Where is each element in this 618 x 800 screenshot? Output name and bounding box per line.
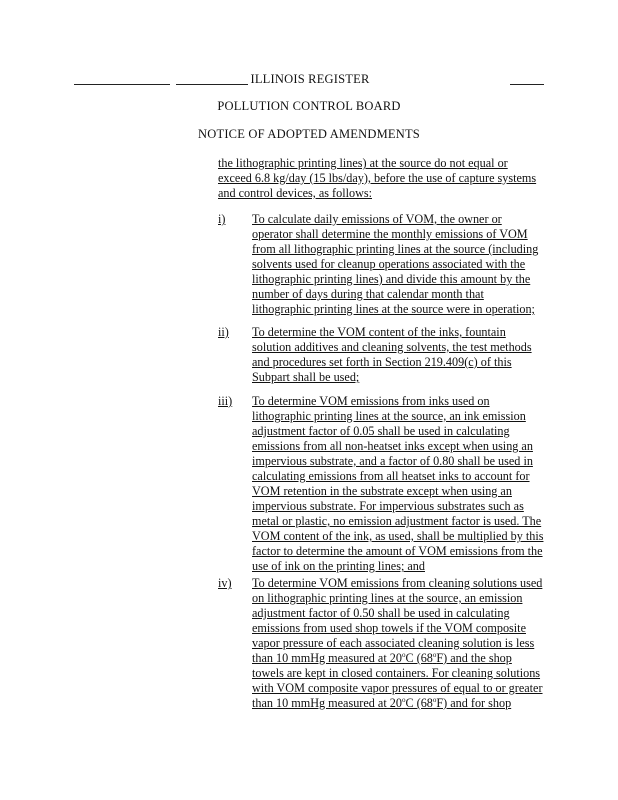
degree-mark: o — [432, 695, 437, 704]
notice-title: NOTICE OF ADOPTED AMENDMENTS — [198, 127, 420, 141]
item-number: iii) — [218, 394, 233, 408]
item-text-part: F) and for shop — [436, 696, 512, 710]
item-number: ii) — [218, 325, 229, 339]
item-text-part: C (68 — [405, 651, 433, 665]
degree-mark: o — [401, 650, 406, 659]
item-text-underlined: To determine the VOM content of the inks, fountain solution additives and cleaning solvents, the test methods and procedures set forth in Section 219.409(c) of this Subpart shall be used; — [252, 325, 532, 384]
item-text-part: To determine VOM emissions from cleaning solutions used on lithographic printing lines at the source, an emission adjustment factor of 0.50 shall be used in calculating emissions from used shop towels if the VOM composite vapor pressure of each associated cleaning solution is less than 10 mmHg measured at 20 — [252, 576, 543, 665]
item-text — [252, 325, 544, 385]
intro-paragraph: the lithographic printing lines) at the source do not equal or exceed 6.8 kg/day (15 lbs/day), before the use of capture systems and control devices, as follows: — [218, 156, 537, 200]
degree-mark: o — [432, 650, 437, 659]
item-text-part: C (68 — [405, 696, 433, 710]
register-title: ILLINOIS REGISTER — [250, 72, 370, 86]
item-text-part: F) and the shop towels are kept in closed containers. For cleaning solutions with VOM composite vapor pressures of equal to or greater than 10 mmHg measured at 20 — [252, 651, 543, 710]
item-number: iv) — [218, 576, 232, 590]
degree-mark: o — [401, 695, 406, 704]
item-number: i) — [218, 212, 226, 226]
item-text: To calculate daily emissions of VOM, the owner or operator shall determine the monthly emissions of VOM from all lithographic printing lines at the source (including solvents used for cleanup operations associated with the lithographic printing lines) and divide this amount by the number of days during that calendar month that lithographic printing lines at the source were in operation; — [252, 212, 539, 316]
item-text — [252, 576, 544, 711]
board-title: POLLUTION CONTROL BOARD — [217, 99, 401, 113]
item-text: To determine VOM emissions from inks used on lithographic printing lines at the source, an ink emission adjustment factor of 0.05 shall be used in calculating emissions from all non-heatset inks except when using an impervious substrate, and a factor of 0.80 shall be used in calculating emissions from all heatset inks to account for VOM retention in the substrate except when using an impervious substrate. For impervious substrates such as metal or plastic, no emission adjustment factor is used. The VOM content of the ink, as used, shall be multiplied by this factor to determine the amount of VOM emissions from the use of ink on the printing lines; and — [252, 394, 544, 573]
